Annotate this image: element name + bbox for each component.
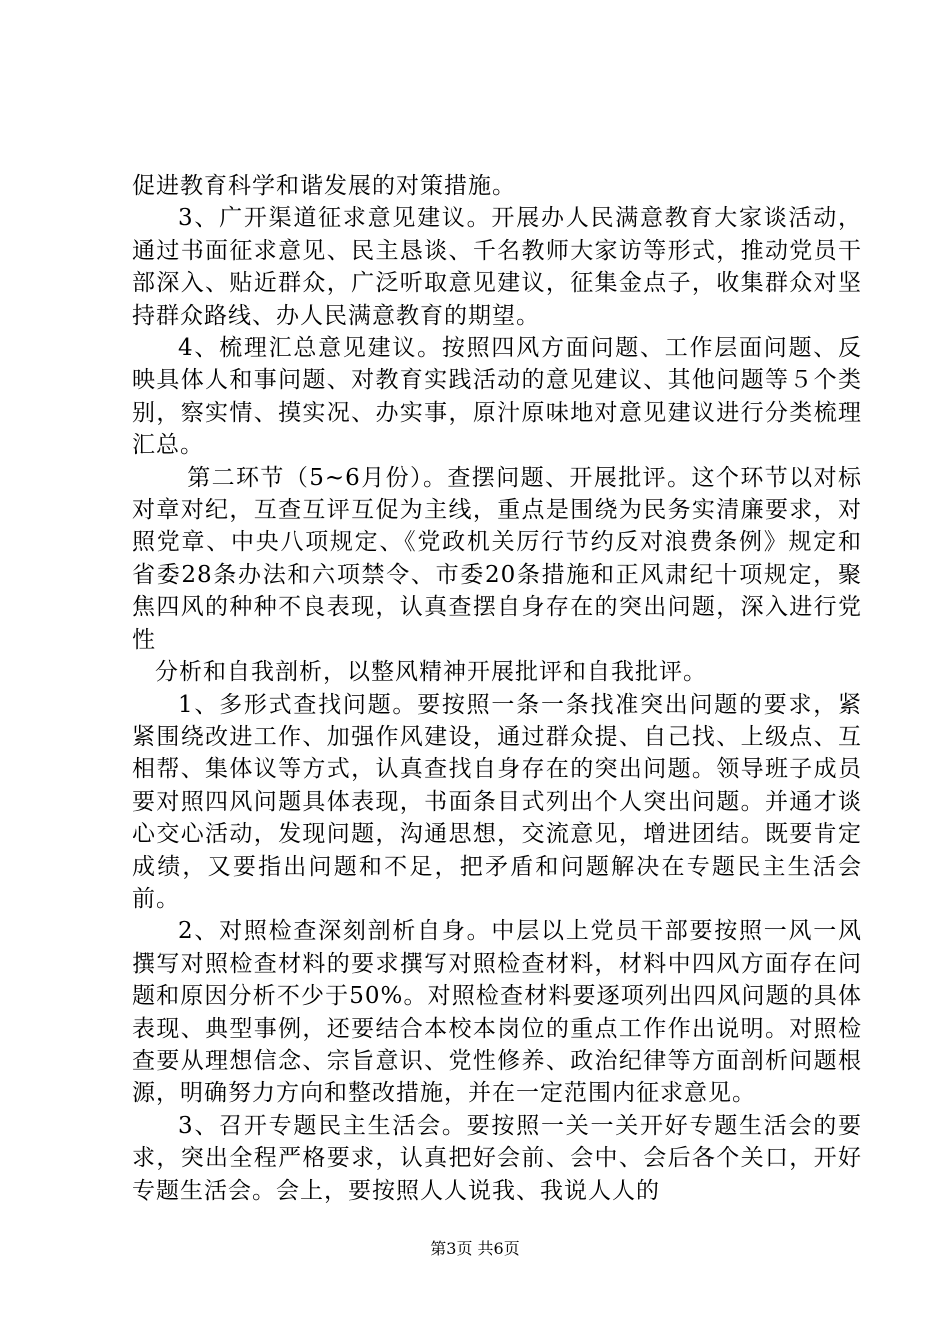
paragraph-item-1-find-problems: 1、多形式查找问题。要按照一条一条找准突出问题的要求，紧紧围绕改进工作、加强作风建设，通过群众提、自己找、上级点、互相帮、集体议等方式，认真查找自身存在的突出问题。领导班子成员要对照四风问题具体表现，书面条目式列出个人突出问题。并通才谈心交心活动，发现问题，沟通思想，交流意见，增进团结。既要肯定成绩，又要指出问题和不足，把矛盾和问题解决在专题民主生活会前。 <box>132 691 862 912</box>
paragraph-item-2-self-examination: 2、对照检查深刻剖析自身。中层以上党员干部要按照一风一风撰写对照检查材料的要求撰写对照检查材料，材料中四风方面存在问题和原因分析不少于50%。对照检查材料要逐项列出四风问题的具体表现、典型事例，还要结合本校本岗位的重点工作作出说明。对照检查要从理想信念、宗旨意识、党性修养、政治纪律等方面剖析问题根源，明确努力方向和整改措施，并在一定范围内征求意见。 <box>132 918 862 1107</box>
paragraph-continuation: 促进教育科学和谐发展的对策措施。 <box>132 173 516 199</box>
paragraph-item-3-solicit-opinions: 3、广开渠道征求意见建议。开展办人民满意教育大家谈活动，通过书面征求意见、民主恳谈、千名教师大家访等形式，推动党员干部深入、贴近群众，广泛听取意见建议，征集金点子，收集群众对坚持群众路线、办人民满意教育的期望。 <box>132 205 862 329</box>
page-number-footer: 第3页 共6页 <box>430 1239 520 1258</box>
document-body <box>132 170 862 1207</box>
paragraph-item-4-summarize-opinions: 4、梳理汇总意见建议。按照四风方面问题、工作层面问题、反映具体人和事问题、对教育实践活动的意见建议、其他问题等５个类别，察实情、摸实况、办实事，原汁原味地对意见建议进行分类梳理汇总。 <box>132 335 862 459</box>
paragraph-self-analysis: 分析和自我剖析，以整风精神开展批评和自我批评。 <box>155 659 707 686</box>
paragraph-second-stage: 第二环节（5~6月份）。查摆问题、开展批评。这个环节以对标对章对纪，互查互评互促为主线，重点是围绕为民务实清廉要求，对照党章、中央八项规定、《党政机关厉行节约反对浪费条例》规定和省委28条办法和六项禁令、市委20条措施和正风肃纪十项规定，聚焦四风的种种不良表现，认真查摆自身存在的突出问题，深入进行党性 <box>132 464 862 653</box>
paragraph-item-3-democratic-meeting: 3、召开专题民主生活会。要按照一关一关开好专题生活会的要求，突出全程严格要求，认真把好会前、会中、会后各个关口，开好专题生活会。会上，要按照人人说我、我说人人的 <box>132 1112 862 1204</box>
